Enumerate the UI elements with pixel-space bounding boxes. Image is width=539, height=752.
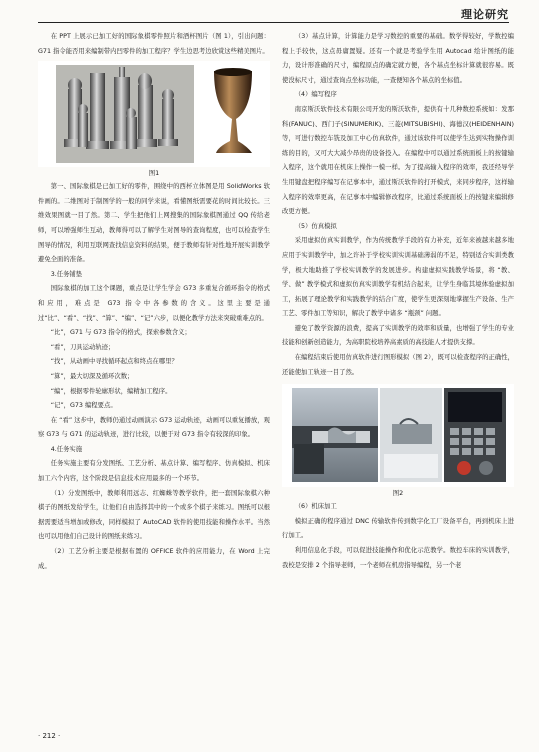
header-rule [38, 22, 509, 23]
section-heading: （6）机床加工 [294, 503, 337, 511]
section-title: 理论研究 [461, 8, 509, 21]
figure-2 [282, 384, 514, 487]
paragraph: （3）基点计算，计算能力是学习数控的重要的基础。数学得较好，学数控编程上手较快，这点毋庸置疑。还有一个就是考验学生用 Autocad 绘计图纸的能力，设计形准确的尺寸，编程原点的确定就方便，各个基点坐标计算就很容易。既使没标尺寸，通过查询点坐标功能，一查便知各个基点的坐标值。 [282, 33, 514, 84]
section-heading: 4.任务实施 [50, 445, 83, 453]
step-item: “记”，G73 编程要点。 [50, 402, 117, 410]
paragraph: 南京斯沃软件技术有限公司开发的斯沃软件，提供有十几种数控系统如：发那科(FANUC)、西门子(SINUMERIK)、三菱(MITSUBISHI)、海德汉(HEIDENHAIN)等，可进行数控车铣及加工中心仿真软件，通过该软件可以使学生达到实物操作训练的目的，又可大大减少昂贵的设备投入。在编程中可以通过系统面板上的按键输入程序，这个就用在机床上操作一模一样。为了提高输入程序的效率，我还经导学生用键盘把程序编写在记事本中，通过斯沃软件的打开模式，来同步程序，这样输入程序的效率更高，在记事本中编辑修改程序，比通过系统面板上的按键来编辑修改更方便。 [282, 105, 514, 216]
paragraph: （1）分发图纸中，教师利用远志、红蜘蛛等教学软件，把一套国际象棋六种棋子的图纸发给学生，让他们自由选择其中的一个或多个棋子来练习。图纸可以根据需要适当增加或修改，同样模拟了 AutoCAD 软件的使用技能和操作水平。当然也可以用他们自己设计的图纸来练习。 [38, 489, 270, 541]
paragraph: 在编程结束后使用仿真软件进行图形模拟（图 2），既可以检查程序的正确性，还能使加工轨迹一目了然。 [282, 354, 514, 376]
paragraph: 第一、国际象棋是已加工好的零件，围绕中的西杯立体图是用 SolidWorks 软件画的。二维图对于制图学的一般的同学来说，看懂图纸需要花的时间比较长。三维效果图就一目了然。第二、学生把他们上网搜集的国际象棋图通过 QQ 传给老师，可以增强师生互动，教师得可以了解学生对图导的查询程度，也可以检查学生图导的情况，利用互联网查找信息资料的结果，便于教师有针对性地开展实训教学避免全面的准备。 [38, 183, 270, 264]
figure-2-caption: 图2 [392, 489, 404, 498]
paragraph: 模拟正确的程序通过 DNC 传输软件传到数字化工厂设备平台，再到机床上进行加工。 [282, 517, 514, 540]
paragraph: 采用虚拟仿真实训教学，作为传统教学手段的有力补充，近年来被越来越多地应用于实训教学中，加之许补于学校实训实训基础薄弱的不足，特别适合实训类教学，极大地助推了学校实训教学的发展进步。构建虚拟实践教学场景，将 “教、学、做” 教学模式和虚拟仿真实训教学有机结合起来，让学生身临其境体验虚拟加工，拓展了理论教学和实践教学的结合广度，使学生更深刻地掌握生产设备、生产工艺、零件加工等知识，解决了教学中诸多 “瓶颈” 问题。 [282, 237, 514, 318]
paragraph: 利用信息化手段，可以促进技能操作和优化示范教学。数控车床的实训教学，我校是安排 2 个指导老师，一个老师在机房指导编程，另一个老 [282, 547, 514, 569]
paragraph: 国际象棋的加工这个课题，重点是让学生学会 G73 多重复合循环指令的格式和应用，难点是 G73 指令中各参数的含义。这里主要是通过“比”、“看”、“找”、“算”、“编”、“记”六步，以便化教学方法来突破重难点的。 [38, 285, 270, 322]
page-header [0, 0, 539, 24]
paragraph: 在 PPT 上展示已加工好的国际象棋零件照片和酒杯图片（图 1），引出问题：G71 指令能否用来编制带内凹零件的加工程序？学生边思考边欣赏这些精美图片。 [38, 33, 270, 55]
step-item: “比”，G71 与 G73 指令的格式，探索参数含义； [50, 329, 191, 337]
chess-and-goblet-photo [38, 61, 270, 167]
paragraph: 在 “看” 这步中，教师仍通过动画演示 G73 运动轨迹，动画可以重复播放，观察 G73 与 G71 的运动轨迹，进行比较，以便于对 G73 指令有较深的印象。 [38, 416, 270, 439]
section-heading: （4）编写程序 [294, 91, 337, 99]
step-item: “算”，最大切深及循环次数； [50, 372, 134, 380]
page-number: · 212 · [38, 732, 61, 740]
section-heading: 3.任务铺垫 [50, 270, 83, 278]
paragraph: 任务实施主要有分发图纸、工艺分析、基点计算、编写程序、仿真模拟、机床加工六个内容，这个阶段是信息技术应用最多的一个环节。 [38, 460, 270, 483]
paragraph: 避免了教学资源的浪费，提高了实训教学的效率和质量，也增强了学生的专业技能和创新创造能力，为高职院校培养高素质的高技能人才提供支撑。 [282, 324, 514, 347]
right-column [282, 30, 514, 573]
figure-1-caption: 图1 [148, 169, 160, 178]
figure-1 [38, 61, 270, 167]
simulation-screenshots [282, 384, 514, 487]
step-item: “找”，从动画中寻找循环起点和终点在哪里？ [50, 358, 178, 366]
section-heading: （5）仿真模拟 [294, 222, 337, 230]
step-item: “看”，刀具运动轨迹； [50, 343, 115, 351]
left-column [38, 30, 270, 574]
paragraph: （2）工艺分析主要是根据布置的 OFFICE 软件的应用能力，在 Word 上完成。 [38, 548, 270, 570]
step-item: “编”，根据零件轮廓形状，编精加工程序。 [50, 387, 172, 395]
